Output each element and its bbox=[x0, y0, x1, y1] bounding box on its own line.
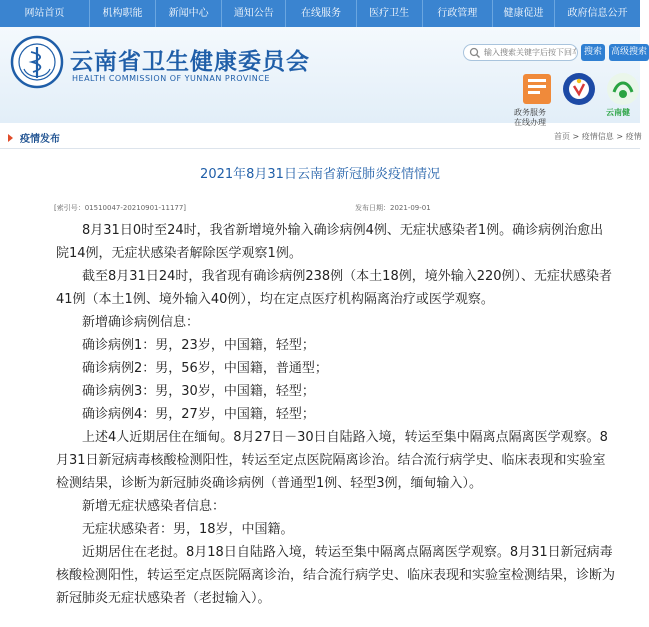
triangle-right-icon bbox=[8, 134, 13, 142]
paragraph: 新增无症状感染者信息： bbox=[82, 499, 226, 514]
section-title-text[interactable]: 疫情发布 bbox=[20, 134, 60, 145]
nav-item-home[interactable]: 网站首页 bbox=[0, 0, 90, 27]
paragraph: 近期居住在老挝。8月18日自陆路入境，转运至集中隔离点隔离医学观察。8月31日新冠病毒核酸检测阳性，转运至定点医院隔离诊治，结合流行病学史、临床表现和实验室检测结果，诊断为新冠肺炎无症状感染者（老挝输入）。 bbox=[56, 545, 616, 606]
search-input[interactable] bbox=[481, 48, 576, 57]
publish-date: 发布日期：2021-09-01 bbox=[355, 204, 431, 212]
article-title: 2021年8月31日云南省新冠肺炎疫情情况 bbox=[200, 167, 440, 182]
nav-item-notices[interactable]: 通知公告 bbox=[222, 0, 286, 27]
gov-service-label[interactable]: 政务服务 在线办理 bbox=[514, 108, 546, 127]
yunnan-health-label[interactable]: 云南健 bbox=[606, 108, 630, 117]
nav-item-medical[interactable]: 医疗卫生 bbox=[357, 0, 423, 27]
article-body bbox=[56, 219, 616, 610]
nav-item-news[interactable]: 新闻中心 bbox=[156, 0, 222, 27]
advanced-search-button[interactable]: 高级搜索 bbox=[609, 44, 649, 61]
nav-item-admin[interactable]: 行政管理 bbox=[423, 0, 493, 27]
site-title: 云南省卫生健康委员会 bbox=[70, 49, 310, 75]
paragraph: 确诊病例4：男，27岁，中国籍，轻型； bbox=[82, 407, 315, 422]
yunnan-health-icon[interactable] bbox=[606, 72, 640, 106]
search-icon bbox=[469, 47, 481, 59]
site-header bbox=[0, 27, 647, 127]
paragraph: 确诊病例3：男，30岁，中国籍，轻型； bbox=[82, 384, 315, 399]
paragraph: 确诊病例1：男，23岁，中国籍，轻型； bbox=[82, 338, 315, 353]
top-nav bbox=[0, 0, 640, 27]
paragraph: 上述4人近期居住在缅甸。8月27日－30日自陆路入境，转运至集中隔离点隔离医学观察。8月31日新冠病毒核酸检测阳性，转运至定点医院隔离诊治。结合流行病学史、临床表现和实验室检测结果，诊断为新冠肺炎确诊病例（普通型1例、轻型3例，缅甸输入）。 bbox=[56, 430, 608, 491]
site-subtitle: HEALTH COMMISSION OF YUNNAN PROVINCE bbox=[72, 74, 270, 83]
breadcrumb-path[interactable]: 首页 > 疫情信息 > 疫情 bbox=[554, 132, 642, 141]
nav-item-health[interactable]: 健康促进 bbox=[493, 0, 555, 27]
gov-service-icon[interactable] bbox=[520, 72, 554, 106]
section-title bbox=[8, 130, 60, 145]
search-box[interactable] bbox=[463, 44, 578, 61]
paragraph: 新增确诊病例信息： bbox=[82, 315, 200, 330]
paragraph: 截至8月31日24时，我省现有确诊病例238例（本土18例，境外输入220例）、无症状感染者41例（本土1例、境外输入40例），均在定点医疗机构隔离治疗或医学观察。 bbox=[56, 269, 613, 307]
paragraph: 确诊病例2：男，56岁，中国籍，普通型； bbox=[82, 361, 328, 376]
commission-logo-icon[interactable] bbox=[10, 35, 64, 89]
nav-item-online-service[interactable]: 在线服务 bbox=[286, 0, 356, 27]
search-button[interactable]: 搜索 bbox=[581, 44, 605, 61]
paragraph: 无症状感染者：男，18岁，中国籍。 bbox=[82, 522, 294, 537]
nav-item-gov-info[interactable]: 政府信息公开 bbox=[567, 8, 628, 19]
nav-item-functions[interactable]: 机构职能 bbox=[90, 0, 156, 27]
index-number: [索引号：01510047-20210901-11177] bbox=[54, 204, 187, 212]
breadcrumb bbox=[0, 126, 640, 149]
health-app-icon[interactable] bbox=[562, 72, 596, 106]
paragraph: 8月31日0时至24时，我省新增境外输入确诊病例4例、无症状感染者1例。确诊病例治愈出院14例，无症状感染者解除医学观察1例。 bbox=[56, 223, 604, 261]
